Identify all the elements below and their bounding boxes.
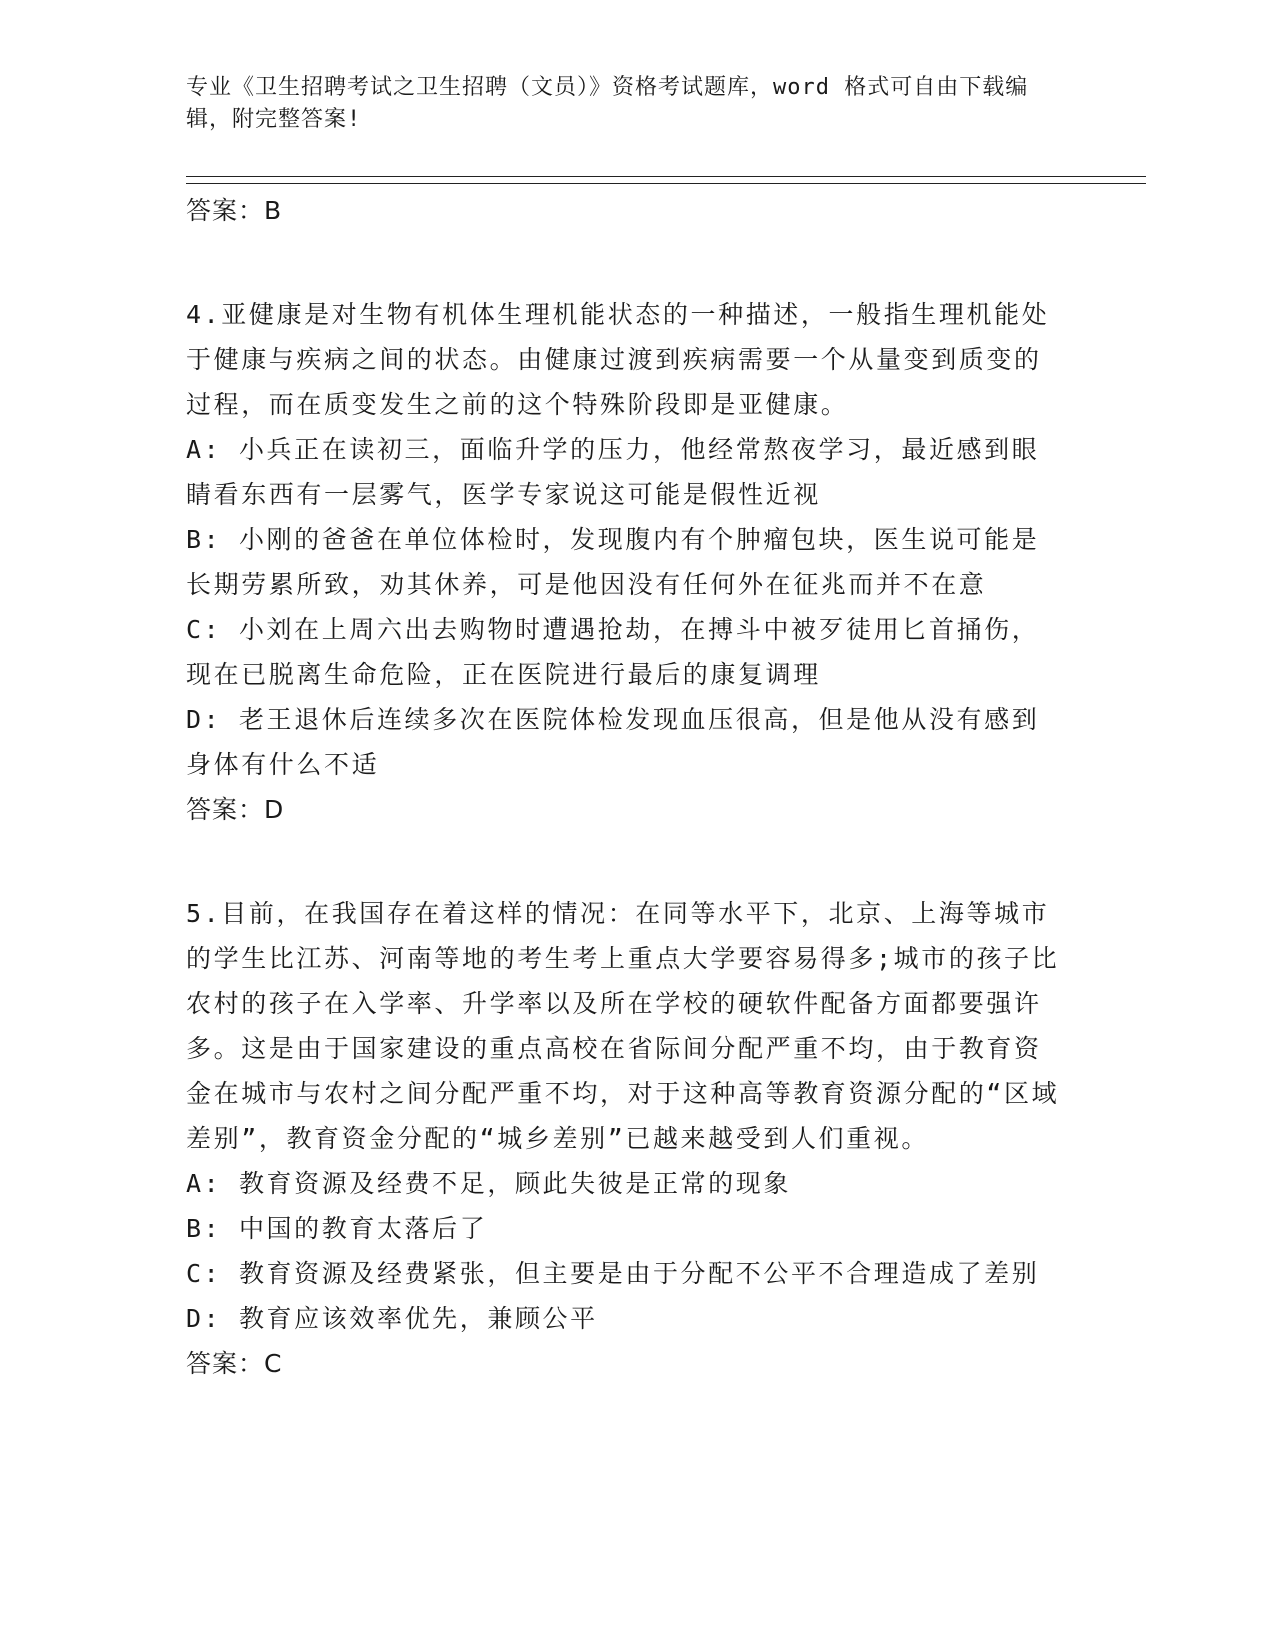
option-c: C: 教育资源及经费紧张，但主要是由于分配不公平不合理造成了差别: [186, 1259, 1040, 1288]
question-4: [186, 292, 1086, 833]
previous-answer: 答案：B: [186, 196, 283, 225]
option-c: C: 小刘在上周六出去购物时遭遇抢劫，在搏斗中被歹徒用匕首捅伤，现在已脱离生命危险，正在医院进行最后的康复调理: [186, 615, 1040, 689]
question-stem: 5.目前，在我国存在着这样的情况：在同等水平下，北京、上海等城市的学生比江苏、河南等地的考生考上重点大学要容易得多;城市的孩子比农村的孩子在入学率、升学率以及所在学校的硬软件配备方面都要强许多。这是由于国家建设的重点高校在省际间分配严重不均，由于教育资金在城市与农村之间分配严重不均，对于这种高等教育资源分配的“区域差别”，教育资金分配的“城乡差别”已越来越受到人们重视。: [186, 899, 1060, 1153]
document-header-title: 专业《卫生招聘考试之卫生招聘（文员）》资格考试题库，word 格式可自由下载编辑，附完整答案!: [186, 75, 1029, 132]
header-double-rule: [186, 176, 1146, 184]
option-a: A: 教育资源及经费不足，顾此失彼是正常的现象: [186, 1169, 791, 1198]
option-d: D: 教育应该效率优先，兼顾公平: [186, 1304, 598, 1333]
option-b: B: 小刚的爸爸在单位体检时，发现腹内有个肿瘤包块，医生说可能是长期劳累所致，劝其休养，可是他因没有任何外在征兆而并不在意: [186, 525, 1040, 599]
option-b: B: 中国的教育太落后了: [186, 1214, 488, 1243]
question-5: [186, 891, 1086, 1387]
document-body: [186, 188, 1086, 1387]
option-a: A: 小兵正在读初三，面临升学的压力，他经常熬夜学习，最近感到眼睛看东西有一层雾气，医学专家说这可能是假性近视: [186, 435, 1040, 509]
option-d: D: 老王退休后连续多次在医院体检发现血压很高，但是他从没有感到身体有什么不适: [186, 705, 1040, 779]
question-answer: 答案：C: [186, 1349, 283, 1378]
question-answer: 答案：D: [186, 795, 285, 824]
question-stem: 4.亚健康是对生物有机体生理机能状态的一种描述，一般指生理机能处于健康与疾病之间的状态。由健康过渡到疾病需要一个从量变到质变的过程，而在质变发生之前的这个特殊阶段即是亚健康。: [186, 300, 1050, 419]
